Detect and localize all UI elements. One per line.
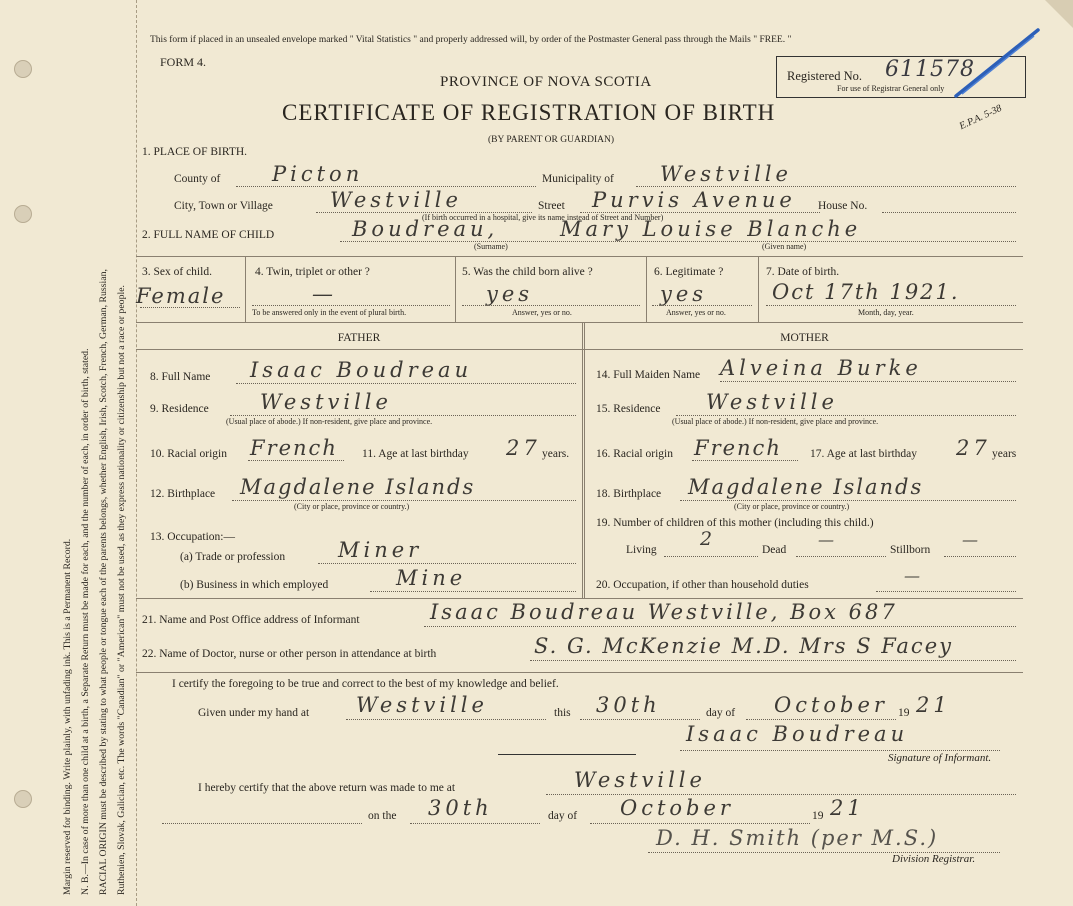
father-race-value: French [250, 436, 338, 460]
given-under-label: Given under my hand at [198, 707, 310, 719]
mail-note: This form if placed in an unsealed envelope marked " Vital Statistics " and properly addressed will, by order of the Postmaster General pass through the Mails " FREE. " [150, 35, 792, 45]
house-label: House No. [818, 200, 868, 212]
street-value: Purvis Avenue [592, 188, 796, 212]
registrar-signature: D. H. Smith (per M.S.) [656, 826, 939, 850]
living-value: 2 [700, 528, 717, 550]
twin-label: 4. Twin, triplet or other ? [255, 266, 370, 278]
given-day-value: 30th [596, 693, 661, 717]
father-race-label: 10. Racial origin [150, 448, 227, 460]
mother-years: years [992, 448, 1017, 460]
mother-heading: MOTHER [780, 332, 829, 344]
child-name-label: 2. FULL NAME OF CHILD [142, 229, 275, 241]
father-age-value: 27 [506, 436, 541, 460]
father-heading: FATHER [337, 332, 381, 344]
registrar-place-value: Westville [574, 768, 706, 792]
mother-name-value: Alveina Burke [720, 356, 922, 380]
trade-value: Miner [338, 538, 423, 562]
birthdate-label: 7. Date of birth. [766, 266, 840, 278]
business-value: Mine [396, 566, 467, 590]
municipality-value: Westville [660, 162, 792, 186]
punch-hole [14, 205, 32, 223]
children-count-label: 19. Number of children of this mother (including this child.) [596, 517, 874, 529]
mother-race-label: 16. Racial origin [596, 448, 673, 460]
province-heading: PROVINCE OF NOVA SCOTIA [440, 74, 652, 90]
father-birthplace-value: Magdalene Islands [240, 475, 476, 499]
sex-label: 3. Sex of child. [142, 266, 212, 278]
county-label: County of [174, 173, 221, 185]
mother-residence-label: 15. Residence [596, 403, 661, 415]
mother-occupation-label: 20. Occupation, if other than household duties [596, 579, 809, 591]
day-of-label: day of [706, 707, 736, 719]
page-corner [1045, 0, 1073, 28]
registrar-day-of-label: day of [548, 810, 578, 822]
twin-value: — [312, 282, 337, 306]
binding-margin [0, 0, 135, 906]
stillborn-label: Stillborn [890, 544, 931, 556]
city-value: Westville [330, 188, 462, 212]
occupation-label: 13. Occupation:— [150, 531, 235, 543]
doctor-label: 22. Name of Doctor, nurse or other person in attendance at birth [142, 648, 437, 660]
mother-birthplace-label: 18. Birthplace [596, 488, 662, 500]
hospital-note: (If birth occurred in a hospital, give its name instead of Street and Number) [422, 213, 664, 222]
legitimate-value: yes [660, 282, 708, 306]
registered-label: Registered No. [787, 69, 862, 83]
given-note: (Given name) [762, 242, 807, 251]
trade-label: (a) Trade or profession [180, 551, 286, 563]
mother-birthplace-value: Magdalene Islands [688, 475, 924, 499]
page-subtitle: (BY PARENT OR GUARDIAN) [488, 135, 615, 145]
father-name-value: Isaac Boudreau [250, 358, 473, 382]
twin-note: To be answered only in the event of plural birth. [252, 308, 407, 317]
business-label: (b) Business in which employed [180, 579, 329, 591]
stillborn-value: — [962, 530, 982, 549]
margin-divider [136, 0, 137, 906]
margin-note-binding: Margin reserved for binding. Write plainly, with unfading ink. This is a Permanent Record. [62, 538, 73, 895]
registrar-day-value: 30th [428, 796, 493, 820]
father-birthplace-label: 12. Birthplace [150, 488, 216, 500]
father-age-label: 11. Age at last birthday [362, 448, 469, 460]
place-heading: 1. PLACE OF BIRTH. [142, 146, 248, 158]
alive-note: Answer, yes or no. [512, 308, 572, 317]
mother-age-label: 17. Age at last birthday [810, 448, 917, 460]
county-value: Picton [272, 162, 364, 186]
blue-pencil-mark [950, 22, 1045, 102]
father-residence-value: Westville [260, 390, 392, 414]
registrar-year-prefix: 19 [812, 810, 824, 822]
registrar-month-value: October [620, 796, 734, 820]
father-birthplace-note: (City or place, province or country.) [294, 502, 410, 511]
alive-value: yes [486, 282, 534, 306]
surname-note: (Surname) [474, 242, 508, 251]
margin-note-racial: RACIAL ORIGIN must be described by stating to what people or tongue each of the parents belongs, whether English, Irish, Scotch, French, German, Russian, [98, 269, 109, 895]
living-label: Living [626, 544, 657, 556]
dead-value: — [818, 530, 838, 549]
punch-hole [14, 60, 32, 78]
informant-value: Isaac Boudreau Westville, Box 687 [430, 600, 898, 624]
mother-race-value: French [694, 436, 782, 460]
page-title: CERTIFICATE OF REGISTRATION OF BIRTH [282, 100, 776, 125]
child-given-name: Mary Louise Blanche [560, 217, 862, 241]
informant-signature-label: Signature of Informant. [888, 752, 992, 764]
registrar-statement: I hereby certify that the above return was made to me at [198, 782, 456, 794]
form-number: FORM 4. [160, 55, 207, 69]
given-place-value: Westville [356, 693, 488, 717]
father-name-label: 8. Full Name [150, 371, 211, 383]
child-surname: Boudreau, [352, 217, 499, 241]
father-residence-note: (Usual place of abode.) If non-resident, give place and province. [226, 417, 433, 426]
city-label: City, Town or Village [174, 200, 273, 212]
dead-label: Dead [762, 544, 787, 556]
registrar-year-value: 21 [830, 796, 865, 820]
registered-note: For use of Registrar General only [837, 84, 945, 93]
mother-birthplace-note: (City or place, province or country.) [734, 502, 850, 511]
father-residence-label: 9. Residence [150, 403, 209, 415]
sex-value: Female [136, 284, 226, 308]
informant-signature: Isaac Boudreau [686, 722, 909, 746]
this-label: this [554, 707, 571, 719]
mother-name-label: 14. Full Maiden Name [596, 369, 701, 381]
street-label: Street [538, 200, 565, 212]
given-year-prefix: 19 [898, 707, 910, 719]
margin-note-nb: N. B.—In case of more than one child at a birth, a Separate Return must be made for each, and the number of each, in order of birth, stated. [80, 348, 91, 895]
legitimate-label: 6. Legitimate ? [654, 266, 724, 278]
doctor-value: S. G. McKenzie M.D. Mrs S Facey [534, 634, 953, 658]
informant-label: 21. Name and Post Office address of Informant [142, 614, 360, 626]
certify-statement: I certify the foregoing to be true and correct to the best of my knowledge and belief. [172, 678, 559, 690]
given-year-value: 21 [916, 693, 951, 717]
registrar-signature-label: Division Registrar. [892, 853, 976, 865]
birthdate-note: Month, day, year. [858, 308, 914, 317]
mother-residence-value: Westville [706, 390, 838, 414]
mother-residence-note: (Usual place of abode.) If non-resident, give place and province. [672, 417, 879, 426]
legitimate-note: Answer, yes or no. [666, 308, 726, 317]
on-the-label: on the [368, 810, 397, 822]
mother-occupation-value: — [904, 566, 924, 585]
father-years: years. [542, 448, 570, 460]
corner-mark: E.P.A. 5-38 [957, 102, 1004, 133]
mother-age-value: 27 [956, 436, 991, 460]
alive-label: 5. Was the child born alive ? [462, 266, 593, 278]
margin-note-words: Ruthenien, Slovak, Galician, etc. The words "Canadian" or "American" must not be used, as they express nationality or citizenship but not a race or people. [116, 285, 127, 895]
registered-number: 611578 [885, 57, 975, 82]
punch-hole [14, 790, 32, 808]
given-month-value: October [774, 693, 888, 717]
municipality-label: Municipality of [542, 173, 614, 185]
birthdate-value: Oct 17th 1921. [772, 280, 960, 304]
